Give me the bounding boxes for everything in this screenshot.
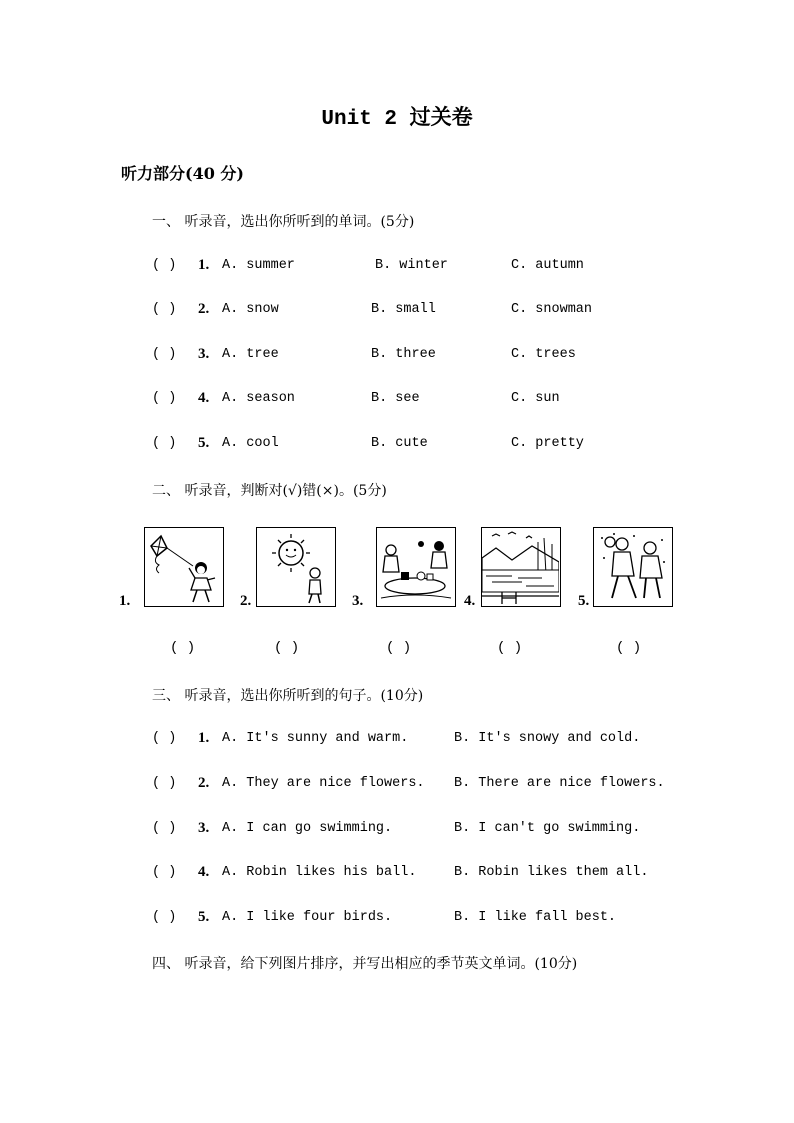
- answer-blank[interactable]: ( ): [152, 865, 177, 880]
- part1-item: [152, 258, 752, 278]
- answer-blank[interactable]: ( ): [152, 776, 177, 791]
- answer-blank[interactable]: ( ): [152, 258, 177, 273]
- answer-blank[interactable]: ( ): [274, 640, 300, 656]
- answer-blank[interactable]: ( ): [170, 640, 196, 656]
- part4-heading: 四、 听录音，给下列图片排序，并写出相应的季节英文单词。(10分): [152, 956, 578, 972]
- item-number: 2.: [198, 301, 210, 317]
- answer-blank[interactable]: ( ): [386, 640, 412, 656]
- item-number: 1.: [198, 730, 210, 746]
- item-number: 5.: [198, 435, 210, 451]
- answer-blank[interactable]: ( ): [152, 391, 177, 406]
- option-b: B. There are nice flowers.: [454, 776, 665, 791]
- answer-blank[interactable]: ( ): [152, 821, 177, 836]
- option-b: B. I like fall best.: [454, 910, 617, 925]
- option-c: C. sun: [511, 391, 560, 406]
- option-c: C. pretty: [511, 436, 584, 451]
- option-b: B. small: [371, 302, 436, 317]
- item-number: 1.: [198, 257, 210, 273]
- item-number: 3.: [198, 346, 210, 362]
- answer-blank[interactable]: ( ): [497, 640, 523, 656]
- option-c: C. trees: [511, 347, 576, 362]
- part3-item: [152, 865, 752, 885]
- option-b: B. I can't go swimming.: [454, 821, 641, 836]
- option-a: A. snow: [222, 302, 279, 317]
- part3-item: [152, 821, 752, 841]
- answer-blank[interactable]: ( ): [616, 640, 642, 656]
- option-a: A. season: [222, 391, 295, 406]
- item-number: 4.: [198, 864, 210, 880]
- part3-item: [152, 910, 752, 930]
- option-b: B. see: [371, 391, 420, 406]
- option-b: B. cute: [371, 436, 428, 451]
- answer-blank[interactable]: ( ): [152, 910, 177, 925]
- option-c: C. snowman: [511, 302, 593, 317]
- option-a: A. I like four birds.: [222, 910, 393, 925]
- option-c: C. autumn: [511, 258, 584, 273]
- part2-heading: 二、 听录音，判断对(√)错(×)。(5分): [152, 483, 387, 499]
- picture-label: 3.: [352, 593, 364, 609]
- listening-section-header: 听力部分(40 分): [121, 164, 244, 183]
- picture-label: 5.: [578, 593, 590, 609]
- part3-item: [152, 776, 752, 796]
- picnic-icon: [376, 527, 456, 607]
- part1-item: [152, 436, 752, 456]
- part1-item: [152, 347, 752, 367]
- answer-blank[interactable]: ( ): [152, 302, 177, 317]
- option-a: A. I can go swimming.: [222, 821, 393, 836]
- item-number: 5.: [198, 909, 210, 925]
- sun-kid-icon: [256, 527, 336, 607]
- picture-label: 2.: [240, 593, 252, 609]
- part1-item: [152, 302, 752, 322]
- option-b: B. winter: [375, 258, 448, 273]
- option-a: A. tree: [222, 347, 279, 362]
- option-a: A. It's sunny and warm.: [222, 731, 409, 746]
- part3-heading: 三、 听录音，选出你所听到的句子。(10分): [152, 688, 424, 704]
- part1-item: [152, 391, 752, 411]
- item-number: 4.: [198, 390, 210, 406]
- option-b: B. Robin likes them all.: [454, 865, 649, 880]
- option-a: A. summer: [222, 258, 295, 273]
- answer-blank[interactable]: ( ): [152, 436, 177, 451]
- page-title: Unit 2 过关卷: [321, 108, 473, 131]
- autumn-lake-icon: [481, 527, 561, 607]
- picture-label: 1.: [119, 593, 131, 609]
- answer-blank[interactable]: ( ): [152, 347, 177, 362]
- part3-item: [152, 731, 752, 751]
- option-b: B. It's snowy and cold.: [454, 731, 641, 746]
- part1-heading: 一、 听录音，选出你所听到的单词。(5分): [152, 214, 415, 230]
- option-a: A. They are nice flowers.: [222, 776, 425, 791]
- kite-kid-icon: [144, 527, 224, 607]
- option-a: A. cool: [222, 436, 279, 451]
- item-number: 2.: [198, 775, 210, 791]
- picture-label: 4.: [464, 593, 476, 609]
- snowball-kids-icon: [593, 527, 673, 607]
- item-number: 3.: [198, 820, 210, 836]
- option-a: A. Robin likes his ball.: [222, 865, 417, 880]
- answer-blank[interactable]: ( ): [152, 731, 177, 746]
- option-b: B. three: [371, 347, 436, 362]
